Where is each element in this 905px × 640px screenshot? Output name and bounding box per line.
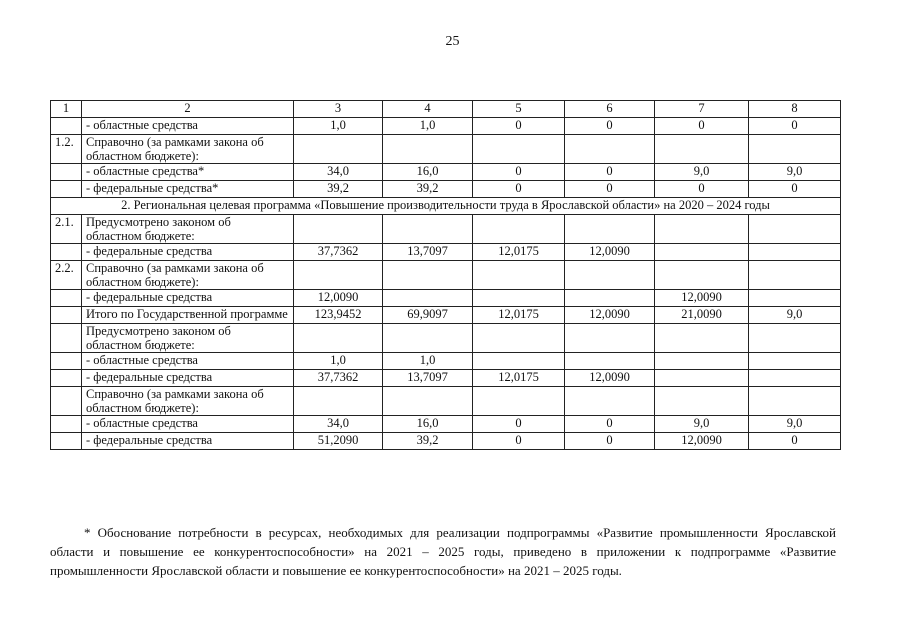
value-cell: 12,0175 [473,307,565,324]
row-label: - федеральные средства* [82,181,294,198]
row-index [51,387,82,416]
table-row [51,181,841,198]
value-cell: 0 [655,118,749,135]
row-label: - областные средства [82,353,294,370]
header-cell: 6 [565,101,655,118]
value-cell [383,215,473,244]
row-label: - федеральные средства [82,370,294,387]
value-cell: 51,2090 [294,433,383,450]
row-label: - федеральные средства [82,433,294,450]
value-cell [749,290,841,307]
value-cell [749,353,841,370]
row-label: Справочно (за рамками закона об областном бюджете): [82,387,294,416]
value-cell [383,135,473,164]
row-index [51,307,82,324]
header-cell: 7 [655,101,749,118]
row-index [51,353,82,370]
value-cell: 0 [565,164,655,181]
value-cell [655,387,749,416]
table-header-row [51,101,841,118]
value-cell: 0 [565,118,655,135]
value-cell [655,324,749,353]
row-index [51,416,82,433]
value-cell: 21,0090 [655,307,749,324]
row-index [51,433,82,450]
value-cell [383,261,473,290]
table-row [51,416,841,433]
value-cell [749,387,841,416]
value-cell: 37,7362 [294,370,383,387]
value-cell: 0 [473,118,565,135]
value-cell [294,261,383,290]
header-cell: 1 [51,101,82,118]
value-cell [655,244,749,261]
value-cell: 1,0 [383,118,473,135]
row-label: Справочно (за рамками закона об областном бюджете): [82,261,294,290]
row-index: 1.2. [51,135,82,164]
value-cell: 16,0 [383,164,473,181]
value-cell [565,215,655,244]
value-cell: 13,7097 [383,244,473,261]
row-index: 2.2. [51,261,82,290]
table-row [51,387,841,416]
value-cell: 0 [749,433,841,450]
value-cell [749,135,841,164]
value-cell: 9,0 [749,307,841,324]
value-cell: 0 [565,416,655,433]
row-index [51,324,82,353]
value-cell [473,387,565,416]
header-cell: 5 [473,101,565,118]
value-cell [565,135,655,164]
row-label: - федеральные средства [82,290,294,307]
row-label: - областные средства [82,118,294,135]
table-row [51,433,841,450]
row-label: Предусмотрено законом об областном бюджете: [82,215,294,244]
table-row [51,353,841,370]
value-cell: 12,0090 [565,244,655,261]
value-cell: 39,2 [383,433,473,450]
row-index [51,118,82,135]
value-cell [749,261,841,290]
value-cell: 13,7097 [383,370,473,387]
value-cell: 12,0090 [565,370,655,387]
value-cell [473,135,565,164]
footnote [50,523,836,580]
value-cell [473,215,565,244]
value-cell [383,290,473,307]
value-cell: 12,0175 [473,370,565,387]
row-label: Итого по Государственной программе [82,307,294,324]
value-cell [655,261,749,290]
value-cell [749,215,841,244]
value-cell [383,387,473,416]
row-label: - федеральные средства [82,244,294,261]
row-index: 2.1. [51,215,82,244]
value-cell: 1,0 [294,118,383,135]
value-cell [565,261,655,290]
value-cell: 0 [749,181,841,198]
row-index [51,290,82,307]
table-row [51,290,841,307]
row-label: Справочно (за рамками закона об областном бюджете): [82,135,294,164]
footnote-text: * Обоснование потребности в ресурсах, необходимых для реализации подпрограммы «Развитие промышленности Ярославской области и повышение ее конкурентоспособности» на 2021 – 2025 годы, приведено в приложении к подпрограмме «Развитие промышленности Ярославской области и повышение ее конкурентоспособности» на 2021 – 2025 годы. [50,525,836,578]
value-cell: 69,9097 [383,307,473,324]
value-cell: 34,0 [294,416,383,433]
page-number: 25 [445,34,460,49]
value-cell [294,324,383,353]
table-row [51,135,841,164]
value-cell [565,387,655,416]
table-row [51,324,841,353]
section-row [51,198,841,215]
table-row [51,244,841,261]
value-cell: 1,0 [383,353,473,370]
value-cell: 12,0090 [565,307,655,324]
value-cell: 39,2 [294,181,383,198]
value-cell: 123,9452 [294,307,383,324]
row-index [51,244,82,261]
value-cell [655,353,749,370]
value-cell: 9,0 [749,164,841,181]
table-row [51,215,841,244]
row-label: - областные средства [82,416,294,433]
value-cell: 0 [473,164,565,181]
value-cell: 0 [749,118,841,135]
row-index [51,370,82,387]
row-label: Предусмотрено законом об областном бюджете: [82,324,294,353]
value-cell: 0 [473,433,565,450]
value-cell: 0 [565,181,655,198]
value-cell: 16,0 [383,416,473,433]
table-row [51,118,841,135]
value-cell [749,324,841,353]
section-title: 2. Региональная целевая программа «Повышение производительности труда в Ярославской области» на 2020 – 2024 годы [51,198,841,215]
table-row [51,164,841,181]
header-cell: 4 [383,101,473,118]
value-cell [749,244,841,261]
table-row [51,370,841,387]
table-row [51,261,841,290]
value-cell [473,261,565,290]
value-cell [383,324,473,353]
value-cell: 37,7362 [294,244,383,261]
value-cell: 12,0175 [473,244,565,261]
value-cell [294,387,383,416]
value-cell: 0 [655,181,749,198]
table-row [51,307,841,324]
value-cell: 12,0090 [655,290,749,307]
value-cell [565,324,655,353]
header-cell: 8 [749,101,841,118]
value-cell [655,370,749,387]
value-cell [655,215,749,244]
value-cell [749,370,841,387]
value-cell: 12,0090 [294,290,383,307]
header-cell: 2 [82,101,294,118]
value-cell [655,135,749,164]
value-cell: 1,0 [294,353,383,370]
value-cell [473,324,565,353]
budget-table [50,100,841,450]
value-cell: 0 [565,433,655,450]
value-cell: 0 [473,181,565,198]
value-cell [565,290,655,307]
value-cell [565,353,655,370]
value-cell: 9,0 [655,164,749,181]
value-cell [473,353,565,370]
row-index [51,164,82,181]
value-cell: 34,0 [294,164,383,181]
value-cell: 9,0 [655,416,749,433]
value-cell [473,290,565,307]
header-cell: 3 [294,101,383,118]
value-cell: 9,0 [749,416,841,433]
value-cell: 39,2 [383,181,473,198]
row-index [51,181,82,198]
value-cell: 0 [473,416,565,433]
value-cell [294,135,383,164]
value-cell [294,215,383,244]
value-cell: 12,0090 [655,433,749,450]
row-label: - областные средства* [82,164,294,181]
